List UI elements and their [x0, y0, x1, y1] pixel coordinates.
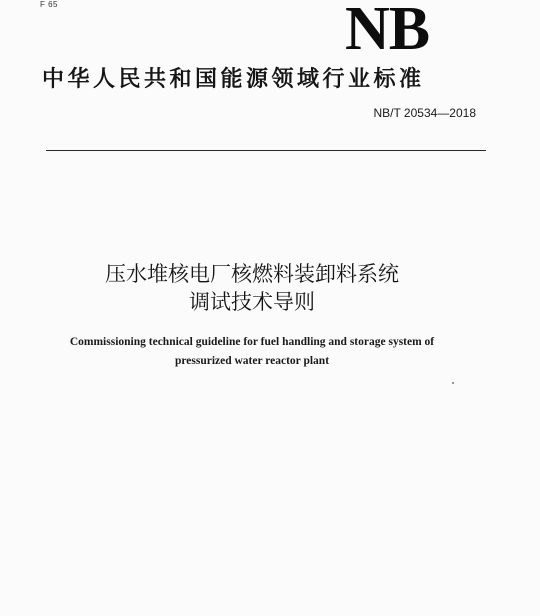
english-title-line-1: Commissioning technical guideline for fuel handling and storage system of [69, 336, 435, 348]
english-title-line-2: pressurized water reactor plant [174, 355, 330, 367]
standard-number: NB/T 20534—2018 [373, 106, 476, 120]
chinese-title-line-2: 调试技术导则 [189, 290, 315, 314]
classification-code: F 65 [40, 0, 59, 9]
header-divider [46, 150, 486, 151]
nb-logo: NB [345, 0, 430, 63]
scan-speck [452, 382, 454, 384]
issuing-body-title: 中华人民共和国能源领域行业标准 [42, 67, 425, 92]
chinese-title-line-1: 压水堆核电厂核燃料装卸料系统 [105, 262, 399, 286]
